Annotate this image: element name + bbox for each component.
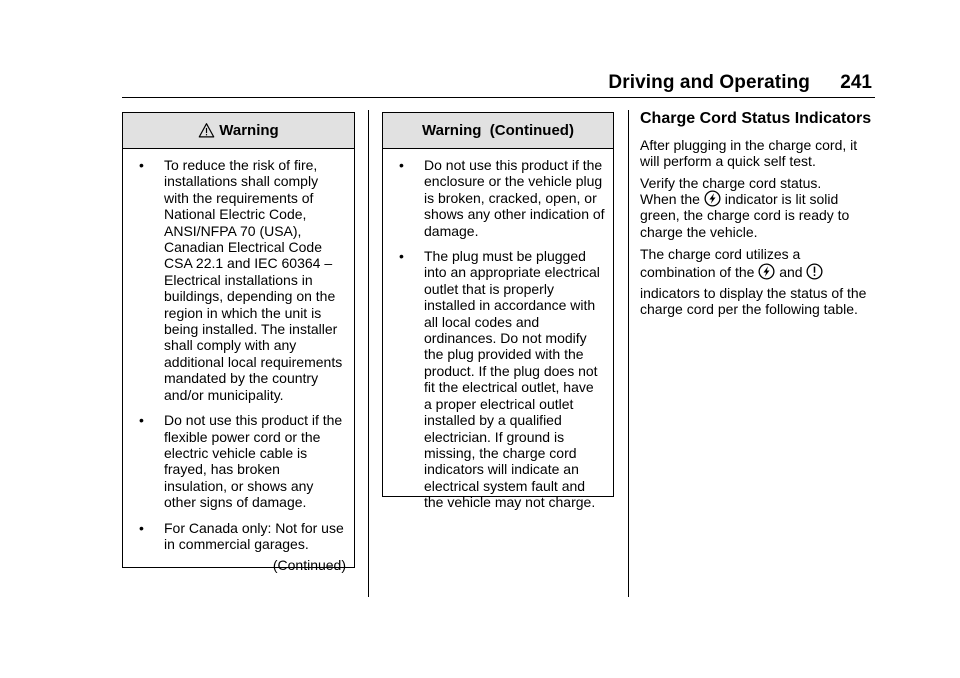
warning-title: Warning bbox=[219, 122, 279, 139]
warning-bullet: • To reduce the risk of fire, installations shall comply with the requirements of National Electric Code, ANSI/NFPA 70 (USA), Canadian Electrical Code CSA 22.1 and IEC 60364 – Electrical installations in buildings, depending on the region in which the unit is being installed. The installer shall comply with any additional local requirements mandated by the country and/or municipality. bbox=[139, 157, 343, 403]
paragraph-with-icons: combination of the and bbox=[640, 263, 880, 280]
paragraph: After plugging in the charge cord, it will perform a quick self test. bbox=[640, 137, 858, 170]
page-number: 241 bbox=[840, 72, 872, 93]
paragraph: Verify the charge cord status. bbox=[640, 175, 822, 191]
column-divider-1 bbox=[368, 110, 369, 597]
warning-continued-header bbox=[383, 113, 613, 149]
fault-exclamation-icon bbox=[806, 263, 823, 280]
warning-bullet: • Do not use this product if the flexible power cord or the electric vehicle cable is frayed, has broken insulation, or shows any other signs of damage. bbox=[139, 412, 343, 511]
section-title: Charge Cord Status Indicators bbox=[640, 110, 872, 127]
warning-bullet: • The plug must be plugged into an appropriate electrical outlet that is properly installed in accordance with all local codes and ordinances. Do not modify the plug provided with the product. If the plug does not fit the electrical outlet, have a proper electrical outlet installed by a qualified electrician. If ground is missing, the charge cord indicators will indicate an electrical system fault and the vehicle may not charge. bbox=[399, 248, 600, 511]
warning-bullet: • For Canada only: Not for use in commercial garages. bbox=[139, 519, 344, 552]
paragraph: The charge cord utilizes a bbox=[640, 246, 801, 262]
paragraph-with-icon: When the indicator is lit solid green, the charge cord is ready to charge the vehicle. bbox=[640, 191, 850, 240]
warning-bullet: • Do not use this product if the enclosure or the vehicle plug is broken, cracked, open, or shows any other indication of damage. bbox=[399, 157, 605, 239]
charge-bolt-icon bbox=[704, 190, 721, 207]
warning-continued-title: Warning (Continued) bbox=[422, 122, 574, 139]
paragraph: indicators to display the status of the charge cord per the following table. bbox=[640, 285, 867, 318]
warning-triangle-icon bbox=[198, 122, 215, 139]
section-header-title: Driving and Operating bbox=[608, 72, 810, 93]
warning-box bbox=[122, 112, 355, 574]
header-rule bbox=[122, 97, 875, 98]
warning-box-header bbox=[123, 113, 354, 149]
warning-continued-box bbox=[382, 112, 614, 511]
charge-bolt-icon bbox=[758, 263, 775, 280]
column-divider-2 bbox=[628, 110, 629, 597]
continued-label: (Continued) bbox=[272, 557, 346, 574]
